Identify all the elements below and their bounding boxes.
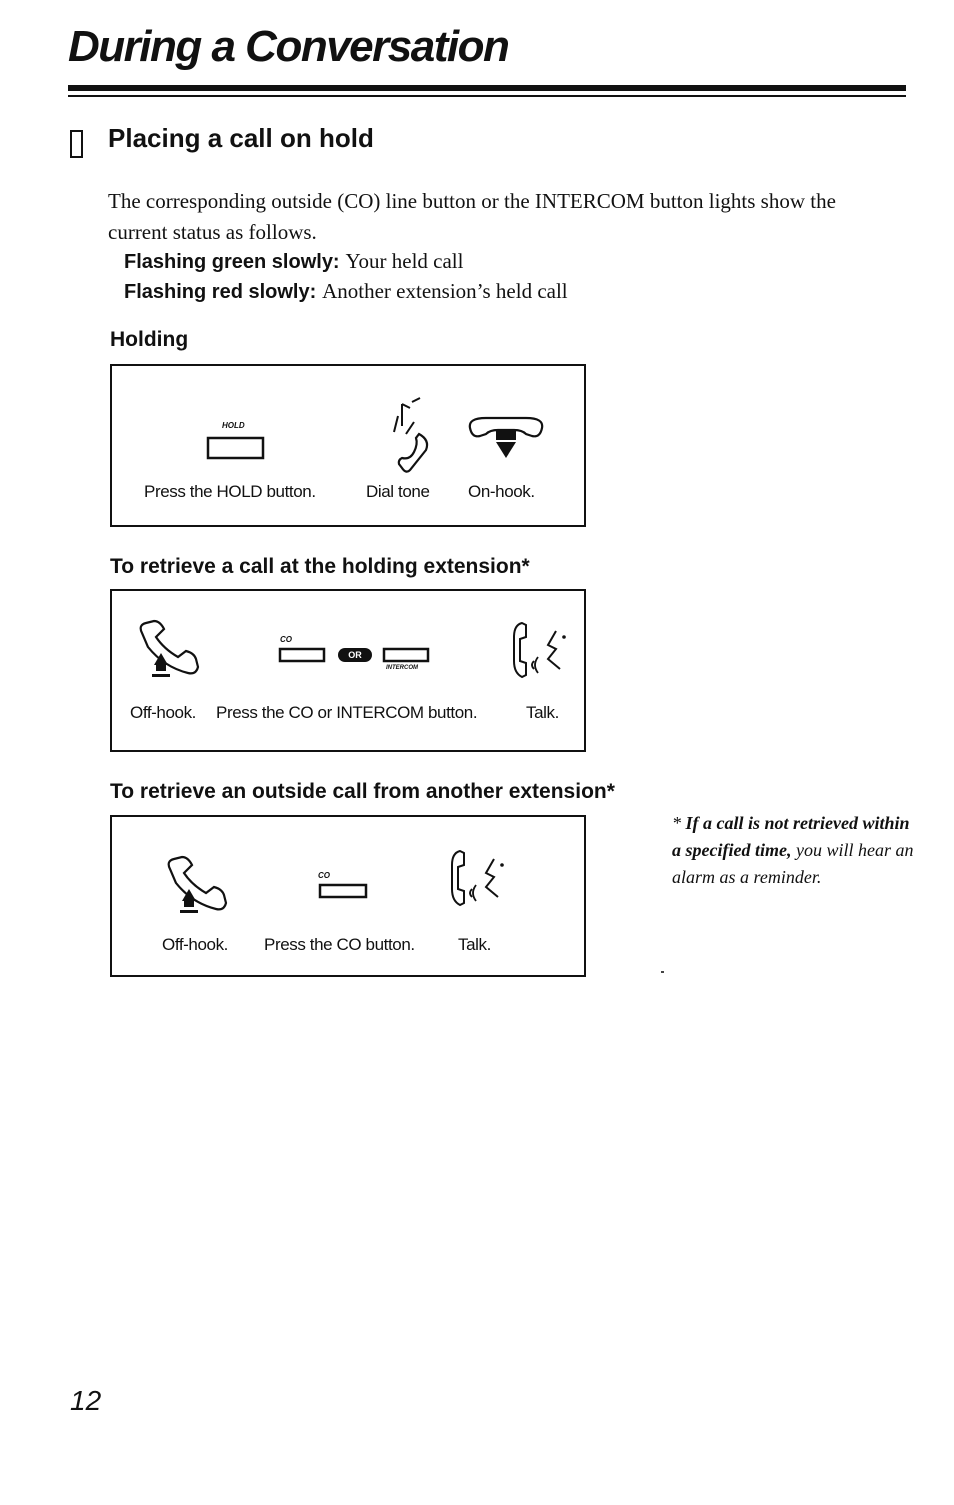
- intro-paragraph: The corresponding outside (CO) line button or the INTERCOM button lights show the current status as follows.: [108, 189, 836, 244]
- page-number: 12: [70, 1385, 102, 1416]
- co-key-icon: [278, 647, 328, 665]
- status-text: Another extension’s held call: [322, 279, 568, 303]
- talk-icon: [446, 847, 510, 917]
- status-label: Flashing green slowly:: [124, 251, 340, 273]
- status-line-red: [124, 279, 568, 304]
- footnote-marker: *: [672, 813, 686, 833]
- retrieve-other-box: [110, 815, 586, 977]
- step-caption: Press the CO button.: [264, 935, 415, 954]
- on-hook-icon: [466, 414, 546, 466]
- step-caption: Dial tone: [366, 482, 430, 501]
- hold-key-label: HOLD: [222, 421, 245, 430]
- off-hook-icon: [162, 855, 236, 919]
- retrieve-other-heading: To retrieve an outside call from another extension*: [110, 780, 615, 803]
- step-caption: Off-hook.: [162, 935, 229, 954]
- co-key-label: CO: [318, 871, 330, 880]
- retrieve-holding-box: [110, 589, 586, 752]
- dial-tone-icon: [374, 394, 454, 474]
- co-key-label: CO: [280, 635, 292, 644]
- step-caption: Off-hook.: [130, 703, 197, 722]
- section-title: Placing a call on hold: [108, 123, 374, 153]
- intercom-key-icon: [382, 647, 432, 665]
- page-title: During a Conversation: [68, 22, 509, 71]
- co-key-icon: [318, 883, 370, 901]
- footnote-emphasis: If a call is not retrieved within a specified time,: [672, 813, 910, 860]
- or-badge: OR: [338, 648, 372, 662]
- retrieve-holding-heading: To retrieve a call at the holding extension*: [110, 555, 530, 578]
- step-caption: Talk.: [458, 935, 491, 954]
- title-rule-thin: [68, 95, 906, 97]
- stray-mark: [661, 971, 664, 973]
- intercom-key-label: INTERCOM: [386, 665, 418, 671]
- status-text: Your held call: [345, 249, 464, 273]
- status-line-green: [124, 249, 463, 274]
- hold-key-icon: [206, 436, 266, 462]
- step-caption: Talk.: [526, 703, 559, 722]
- off-hook-icon: [134, 619, 208, 683]
- footnote: [672, 810, 922, 891]
- title-rule: [68, 85, 906, 91]
- holding-box: [110, 364, 586, 527]
- footnote-text: you will hear an alarm as a reminder.: [672, 840, 914, 887]
- holding-heading: Holding: [110, 328, 189, 351]
- section-marker-icon: [70, 130, 83, 158]
- status-label: Flashing red slowly:: [124, 281, 317, 303]
- step-caption: On-hook.: [468, 482, 535, 501]
- step-caption: Press the HOLD button.: [144, 482, 316, 501]
- talk-icon: [508, 619, 572, 689]
- step-caption: Press the CO or INTERCOM button.: [216, 703, 478, 722]
